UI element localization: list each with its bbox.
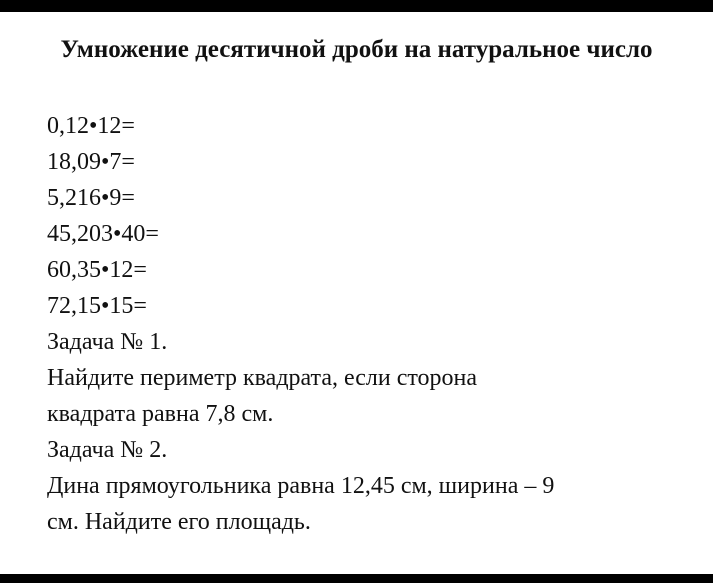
- exercise-2: 18,09•7=: [47, 149, 135, 175]
- task-1-text-line-1: Найдите периметр квадрата, если сторона: [47, 365, 478, 391]
- exercise-3: 5,216•9=: [47, 185, 135, 211]
- task-1-heading: Задача № 1.: [47, 329, 168, 355]
- exercise-5: 60,35•12=: [47, 257, 147, 283]
- task-2-text-line-1: Дина прямоугольника равна 12,45 см, ширина – 9: [47, 473, 555, 499]
- page-title: Умножение десятичной дроби на натуральное число: [60, 36, 653, 63]
- exercise-4: 45,203•40=: [47, 221, 159, 247]
- task-1-text-line-2: квадрата равна 7,8 см.: [47, 401, 274, 427]
- worksheet-page: [0, 12, 713, 574]
- exercise-6: 72,15•15=: [47, 293, 147, 319]
- exercise-1: 0,12•12=: [47, 113, 135, 139]
- task-2-heading: Задача № 2.: [47, 437, 168, 463]
- worksheet-content: [47, 108, 697, 540]
- task-2-text-line-2: см. Найдите его площадь.: [47, 509, 311, 535]
